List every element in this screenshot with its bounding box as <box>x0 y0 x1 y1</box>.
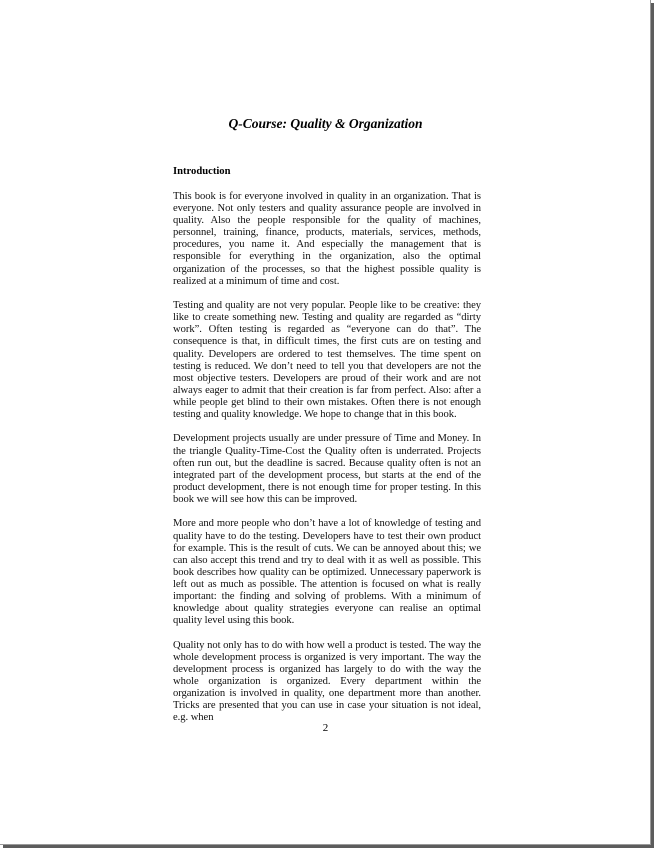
document-title: Q-Course: Quality & Organization <box>228 116 423 131</box>
page-number: 2 <box>322 722 329 734</box>
section-heading: Introduction <box>173 166 231 177</box>
body-text <box>173 191 481 737</box>
paragraph-5: Quality not only has to do with how well a product is tested. The way the whole development process is organized is very important. The way the development process is organized has largely to do with the way the whole organization is organized. Every department within the organization is involved in quality, one department more than another. Tricks are presented that you can use in case your situation is not ideal, e.g. when <box>173 639 481 724</box>
paragraph-3: Development projects usually are under pressure of Time and Money. In the triangle Quality-Time-Cost the Quality often is underrated. Projects often run out, but the deadline is sacred. Because quality often is not an integrated part of the development process, but starts at the end of the product development, there is not enough time for proper testing. In this book we will see how this can be improved. <box>173 433 481 505</box>
paragraph-1: This book is for everyone involved in quality in an organization. That is everyone. Not only testers and quality assurance people are involved in quality. Also the people responsible for the quality of machines, personnel, training, finance, products, materials, services, methods, procedures, you name it. And especially the management that is responsible for everything in the organization, also the optimal organization of the processes, so that the highest possible quality is realized at a minimum of time and cost. <box>173 191 481 287</box>
paragraph-2: Testing and quality are not very popular. People like to be creative: they like to create something new. Testing and quality are regarded as “dirty work”. Often testing is regarded as “everyone can do that”. The consequence is that, in difficult times, the first cuts are on testing and quality. Developers are ordered to test themselves. The time spent on testing is reduced. We don’t need to tell you that developers are not the most objective testers. Developers are proud of their work and are not always eager to admit that their creation is far from perfect. Also: after a while people get blind to their own mistakes. Often there is not enough testing and quality knowledge. We hope to change that in this book. <box>173 300 481 420</box>
paragraph-4: More and more people who don’t have a lot of knowledge of testing and quality have to do the testing. Developers have to test their own product for example. This is the result of cuts. We can be annoyed about this; we can also accept this trend and try to deal with it as well as possible. This book describes how quality can be optimized. Unnecessary paperwork is left out as much as possible. The attention is focused on what is really important: the finding and solving of problems. With a minimum of knowledge about quality strategies everyone can realise an optimal quality level using this book. <box>173 518 481 627</box>
